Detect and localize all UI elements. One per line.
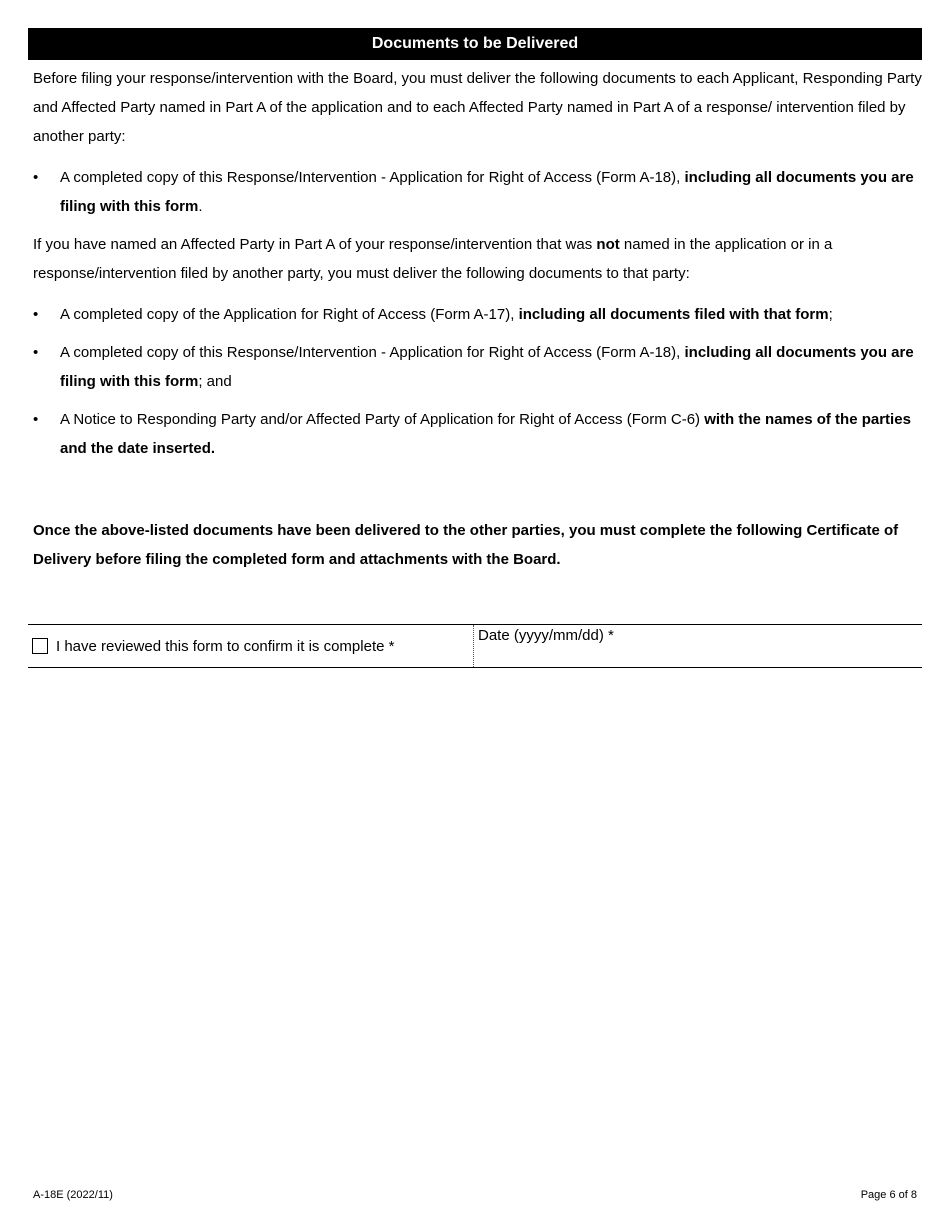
bullet-suffix: . [198, 198, 203, 215]
certificate-of-delivery-table [28, 624, 922, 668]
section-title-documents-to-be-delivered: Documents to be Delivered [28, 28, 922, 60]
bullet-text: A Notice to Responding Party and/or Affected Party of Application for Right of Access (Form C-6) [60, 411, 705, 428]
bullet-emphasis: including all documents you are filing with this form [60, 169, 914, 215]
bullet-text: A completed copy of the Application for Right of Access (Form A-17), [60, 306, 519, 323]
date-input[interactable] [478, 645, 918, 665]
bullet-text: A completed copy of this Response/Intervention - Application for Right of Access (Form A-18), [60, 169, 685, 186]
list-item [33, 338, 923, 396]
bullet-icon: • [33, 306, 39, 323]
review-confirmation-checkbox[interactable] [32, 638, 48, 654]
list-item [33, 163, 923, 221]
bullet-emphasis: including all documents you are filing with this form [60, 344, 914, 390]
bullet-icon: • [33, 344, 39, 361]
date-label: Date (yyyy/mm/dd) * [478, 627, 614, 644]
bullet-icon: • [33, 169, 39, 186]
certificate-notice: Once the above-listed documents have been delivered to the other parties, you must complete the following Certificate of Delivery before filing the completed form and attachments with the Board. [33, 522, 899, 568]
list-item [33, 405, 923, 463]
list-item [33, 300, 923, 329]
paragraph-emphasis: not [596, 236, 620, 253]
form-code: A-18E (2022/11) [33, 1189, 113, 1201]
review-confirmation-label: I have reviewed this form to confirm it is complete * [56, 637, 395, 655]
review-confirmation-cell [28, 625, 474, 667]
bullet-emphasis: with the names of the parties and the date inserted. [60, 411, 911, 457]
bullet-icon: • [33, 411, 39, 428]
intro-paragraph: Before filing your response/intervention with the Board, you must deliver the following documents to each Applicant, Responding Party and Affected Party named in Part A of the application and to each Affected Party named in Part A of a response/ intervention filed by another party: [33, 70, 922, 145]
delivery-instructions [33, 64, 923, 586]
page-number: Page 6 of 8 [860, 1189, 917, 1201]
date-cell [474, 625, 922, 667]
bullet-emphasis: including all documents filed with that form [518, 306, 829, 323]
bullet-suffix: ; [828, 306, 833, 323]
paragraph-text-continued: named in the application or in a response/intervention filed by another party, you must deliver the following documents to that party: [33, 236, 833, 282]
paragraph-text: If you have named an Affected Party in Part A of your response/intervention that was [33, 236, 597, 253]
spacer [33, 472, 923, 516]
bullet-suffix: ; and [198, 373, 232, 390]
second-paragraph [33, 230, 923, 288]
bullet-text: A completed copy of this Response/Intervention - Application for Right of Access (Form A-18), [60, 344, 685, 361]
